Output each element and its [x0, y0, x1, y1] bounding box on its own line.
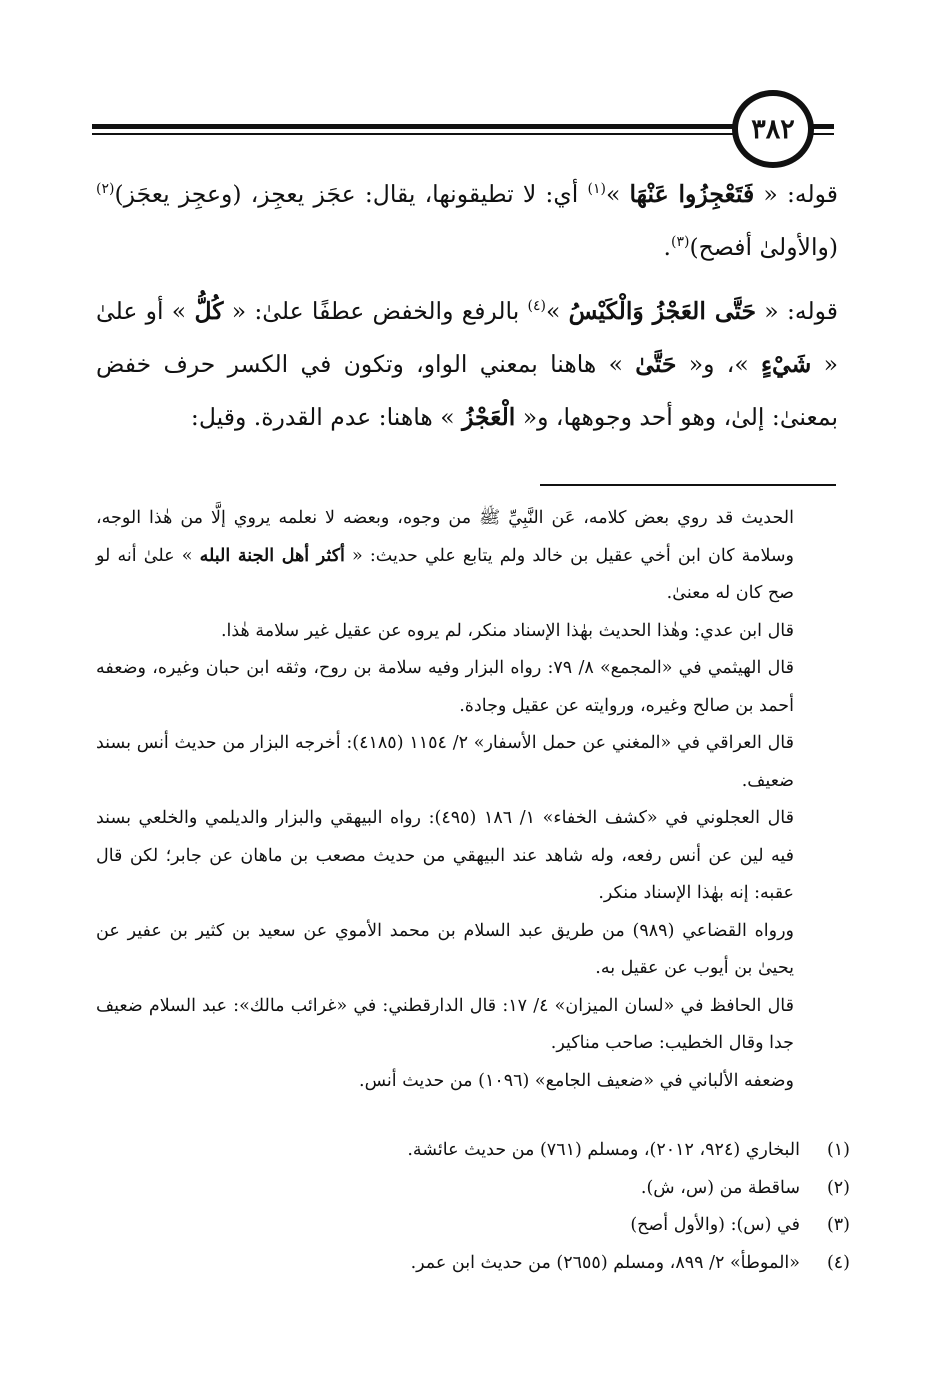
footnote-text: في (س): (والأول أصح): [630, 1215, 800, 1235]
quoted-word: كُلُّ: [194, 297, 224, 325]
footnote-ref: (١): [587, 181, 606, 198]
quoted-word: الْعَجْزُ: [462, 403, 516, 431]
quoted-word: شَيْءٍ: [761, 350, 812, 378]
footnote-text: «الموطأ» ٢/ ٨٩٩، ومسلم (٢٦٥٥) من حديث ابن عمر.: [410, 1252, 800, 1273]
footnote-list: [96, 1132, 850, 1282]
footnote-item: [96, 1245, 850, 1283]
footnote-item: [96, 1207, 850, 1245]
header-rule-stub: [812, 124, 834, 129]
quoted-phrase: حَتَّى العَجْزُ وَالْكَيْسُ: [568, 297, 757, 325]
header-rule-thick: [92, 124, 737, 129]
note-paragraph: قال الحافظ في «لسان الميزان» ٤/ ١٧: قال الدارقطني: في «غرائب مالك»: عبد السلام ضعيف جدا وقال الخطيب: صاحب مناكير.: [96, 995, 794, 1053]
page-number: ٣٨٢: [732, 90, 814, 168]
footnote-number: (١): [826, 1140, 850, 1160]
footnote-item: [96, 1170, 850, 1208]
main-text: [96, 168, 838, 444]
footnote-number: (٢): [826, 1177, 850, 1198]
footnote-number: (٣): [826, 1215, 850, 1235]
note-paragraph: ورواه القضاعي (٩٨٩) من طريق عبد السلام بن محمد الأموي عن سعيد بن كثير بن عفير عن يحيىٰ بن أيوب عن عقيل به.: [96, 920, 795, 978]
page-header: [0, 88, 952, 178]
footnote-ref: (٢): [96, 181, 115, 198]
note-paragraph: قال ابن عدي: وهٰذا الحديث بهٰذا الإسناد منكر، لم يروه عن عقيل غير سلامة هٰذا.: [220, 620, 794, 641]
footnote-ref: (٣): [671, 234, 690, 251]
quoted-phrase: فَتَعْجِزُوا عَنْهَا: [629, 180, 755, 208]
footnote-number: (٤): [826, 1252, 850, 1273]
paragraph-2: قوله: « حَتَّى العَجْزُ وَالْكَيْسُ »$^{(٤)}$ بالرفع والخفض عطفًا علىٰ: « كُلُّ » أو علىٰ « شَيْءٍ »، و« حَتَّىٰ » هاهنا بمعني الواو، وتكون في الكسر حرف خفض بمعنىٰ: إلىٰ، وهو أحد وجوهها، و« الْعَجْزُ » هاهنا: عدم القدرة. وقيل:: [96, 297, 839, 431]
footnote-item: [96, 1132, 850, 1170]
note-paragraph: قال العجلوني في «كشف الخفاء» ١/ ١٨٦ (٤٩٥): رواه البيهقي والبزار والديلمي والخلعي بسند فيه لين عن أنس رفعه، وله شاهد عند البيهقي من حديث مصعب بن ماهان عن جابر؛ لكن قال عقبه: إنه بهٰذا الإسناد منكر.: [96, 808, 795, 903]
quoted-word: حَتَّىٰ: [635, 350, 677, 378]
footnote-text: ساقطة من (س، ش).: [640, 1177, 800, 1198]
footnote-ref: (٤): [527, 298, 546, 315]
header-rule-thin: [92, 133, 737, 135]
header-rule-stub-thin: [812, 133, 834, 135]
note-paragraph: وضعفه الألباني في «ضعيف الجامع» (١٠٩٦) من حديث أنس.: [359, 1070, 794, 1091]
paragraph-1: قوله: « فَتَعْجِزُوا عَنْهَا »$^{(١)}$ أي: لا تطيقونها، يقال: عجَز يعجِز، (وعجِز يعجَز)$^{(٢)}$ (والأولىٰ أفصح)$^{(٣)}$.: [96, 180, 839, 261]
note-paragraph: الحديث قد روي بعض كلامه، عَن النَّبِيِّ ﷺ من وجوه، وبعضه لا نعلمه يروي إلَّا من هٰذا الوجه، وسلامة كان ابن أخي عقيل بن خالد ولم يتابع علي حديث: « أكثر أهل الجنة البله » علىٰ أنه لو صح كان له معنىٰ.: [96, 508, 794, 603]
footnote-text: البخاري (٩٢٤، ٢٠١٢)، ومسلم (٧٦١) من حديث عائشة.: [407, 1140, 800, 1160]
footnote-separator: [540, 484, 836, 486]
note-paragraph: قال الهيثمي في «المجمع» ٨/ ٧٩: رواه البزار وفيه سلامة بن روح، وثقه ابن حبان وغيره، وضعفه أحمد بن صالح وغيره، وروايته عن عقيل وجادة.: [96, 658, 795, 716]
note-paragraph: قال العراقي في «المغني عن حمل الأسفار» ٢/ ١١٥٤ (٤١٨٥): أخرجه البزار من حديث أنس بسند ضعيف.: [96, 733, 795, 791]
quoted-hadith: أكثر أهل الجنة البله: [199, 545, 345, 566]
continued-footnote: [96, 500, 794, 1100]
